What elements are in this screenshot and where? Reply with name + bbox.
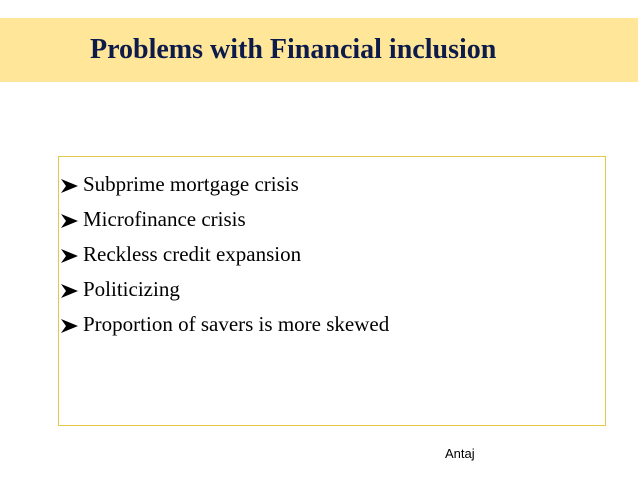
bullet-text: Subprime mortgage crisis [83, 172, 299, 196]
arrowhead-bullet-icon [59, 178, 81, 194]
slide-title: Problems with Financial inclusion [90, 34, 497, 65]
arrowhead-bullet-icon [59, 318, 81, 334]
title-bar [0, 18, 638, 82]
bullet-item-savers [59, 307, 389, 342]
arrowhead-bullet-icon [59, 248, 81, 264]
arrowhead-bullet-icon [59, 283, 81, 299]
bullet-item-politicizing [59, 272, 389, 307]
footer-author: Antaj [445, 446, 475, 461]
bullet-text: Reckless credit expansion [83, 242, 302, 266]
bullet-text: Microfinance crisis [83, 207, 246, 231]
bullet-item-subprime [59, 167, 389, 202]
bullet-item-microfinance [59, 202, 389, 237]
arrowhead-bullet-icon [59, 213, 81, 229]
content-box [58, 156, 606, 426]
bullet-list [59, 167, 389, 342]
bullet-text: Proportion of savers is more skewed [83, 312, 390, 336]
bullet-item-reckless-credit [59, 237, 389, 272]
bullet-text: Politicizing [83, 277, 180, 301]
